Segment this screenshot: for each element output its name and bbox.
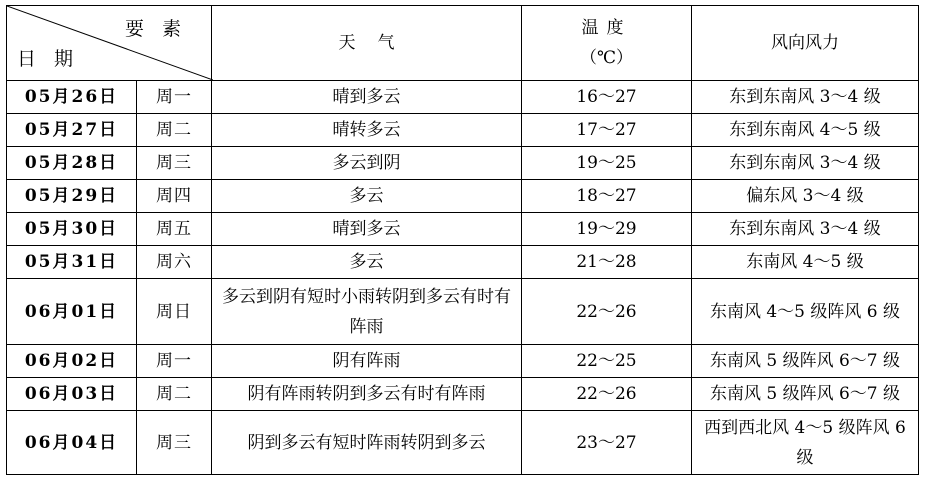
table-row (7, 147, 919, 180)
date-cell: 05月26日 (7, 81, 137, 114)
table-row (7, 180, 919, 213)
weekday-cell: 周日 (137, 279, 212, 345)
weekday-cell: 周三 (137, 147, 212, 180)
wind-cell: 东南风 5 级阵风 6～7 级 (692, 378, 919, 411)
corner-label-elements: 要素 (124, 18, 199, 40)
table-row (7, 411, 919, 475)
wind-cell: 东南风 4～5 级 (692, 246, 919, 279)
date-cell: 06月04日 (7, 411, 137, 475)
table-row (7, 213, 919, 246)
weekday-cell: 周二 (137, 378, 212, 411)
weekday-cell: 周二 (137, 114, 212, 147)
temp-cell: 22～25 (522, 345, 692, 378)
temp-cell: 17～27 (522, 114, 692, 147)
table-row (7, 246, 919, 279)
table-row (7, 378, 919, 411)
wind-cell: 东到东南风 3～4 级 (692, 81, 919, 114)
forecast-table (6, 5, 919, 475)
table-row (7, 279, 919, 345)
date-cell: 05月27日 (7, 114, 137, 147)
temp-cell: 22～26 (522, 279, 692, 345)
weather-cell: 多云 (212, 180, 522, 213)
weather-cell: 晴到多云 (212, 213, 522, 246)
header-weather (212, 6, 522, 81)
wind-cell: 偏东风 3～4 级 (692, 180, 919, 213)
wind-cell: 东到东南风 3～4 级 (692, 147, 919, 180)
weather-cell: 阴有阵雨 (212, 345, 522, 378)
weekday-cell: 周五 (137, 213, 212, 246)
temp-cell: 23～27 (522, 411, 692, 475)
weather-cell: 晴到多云 (212, 81, 522, 114)
date-cell: 06月01日 (7, 279, 137, 345)
date-cell: 05月29日 (7, 180, 137, 213)
wind-cell: 西到西北风 4～5 级阵风 6 级 (692, 411, 919, 475)
temp-cell: 19～25 (522, 147, 692, 180)
corner-header-cell (7, 6, 212, 81)
date-cell: 05月28日 (7, 147, 137, 180)
weekday-cell: 周四 (137, 180, 212, 213)
date-cell: 06月02日 (7, 345, 137, 378)
header-row (7, 6, 919, 81)
table-row (7, 114, 919, 147)
wind-cell: 东南风 4～5 级阵风 6 级 (692, 279, 919, 345)
temp-cell: 21～28 (522, 246, 692, 279)
header-weather-label: 天气 (338, 33, 417, 53)
header-temp-label: 温度 (581, 18, 632, 38)
weather-cell: 多云 (212, 246, 522, 279)
weekday-cell: 周三 (137, 411, 212, 475)
corner-label-date: 日期 (17, 48, 92, 70)
temp-cell: 22～26 (522, 378, 692, 411)
weather-cell: 多云到阴有短时小雨转阴到多云有时有阵雨 (212, 279, 522, 345)
table-row (7, 81, 919, 114)
header-temp (522, 6, 692, 81)
date-cell: 05月31日 (7, 246, 137, 279)
weather-cell: 阴到多云有短时阵雨转阴到多云 (212, 411, 522, 475)
date-cell: 05月30日 (7, 213, 137, 246)
weather-cell: 晴转多云 (212, 114, 522, 147)
weekday-cell: 周六 (137, 246, 212, 279)
wind-cell: 东到东南风 3～4 级 (692, 213, 919, 246)
temp-cell: 19～29 (522, 213, 692, 246)
header-temp-unit: （℃） (579, 48, 634, 68)
date-cell: 06月03日 (7, 378, 137, 411)
weekday-cell: 周一 (137, 81, 212, 114)
wind-cell: 东到东南风 4～5 级 (692, 114, 919, 147)
temp-cell: 18～27 (522, 180, 692, 213)
weather-cell: 多云到阴 (212, 147, 522, 180)
forecast-rows (7, 81, 919, 475)
weekday-cell: 周一 (137, 345, 212, 378)
header-wind: 风向风力 (692, 6, 919, 81)
weather-cell: 阴有阵雨转阴到多云有时有阵雨 (212, 378, 522, 411)
table-row (7, 345, 919, 378)
wind-cell: 东南风 5 级阵风 6～7 级 (692, 345, 919, 378)
temp-cell: 16～27 (522, 81, 692, 114)
